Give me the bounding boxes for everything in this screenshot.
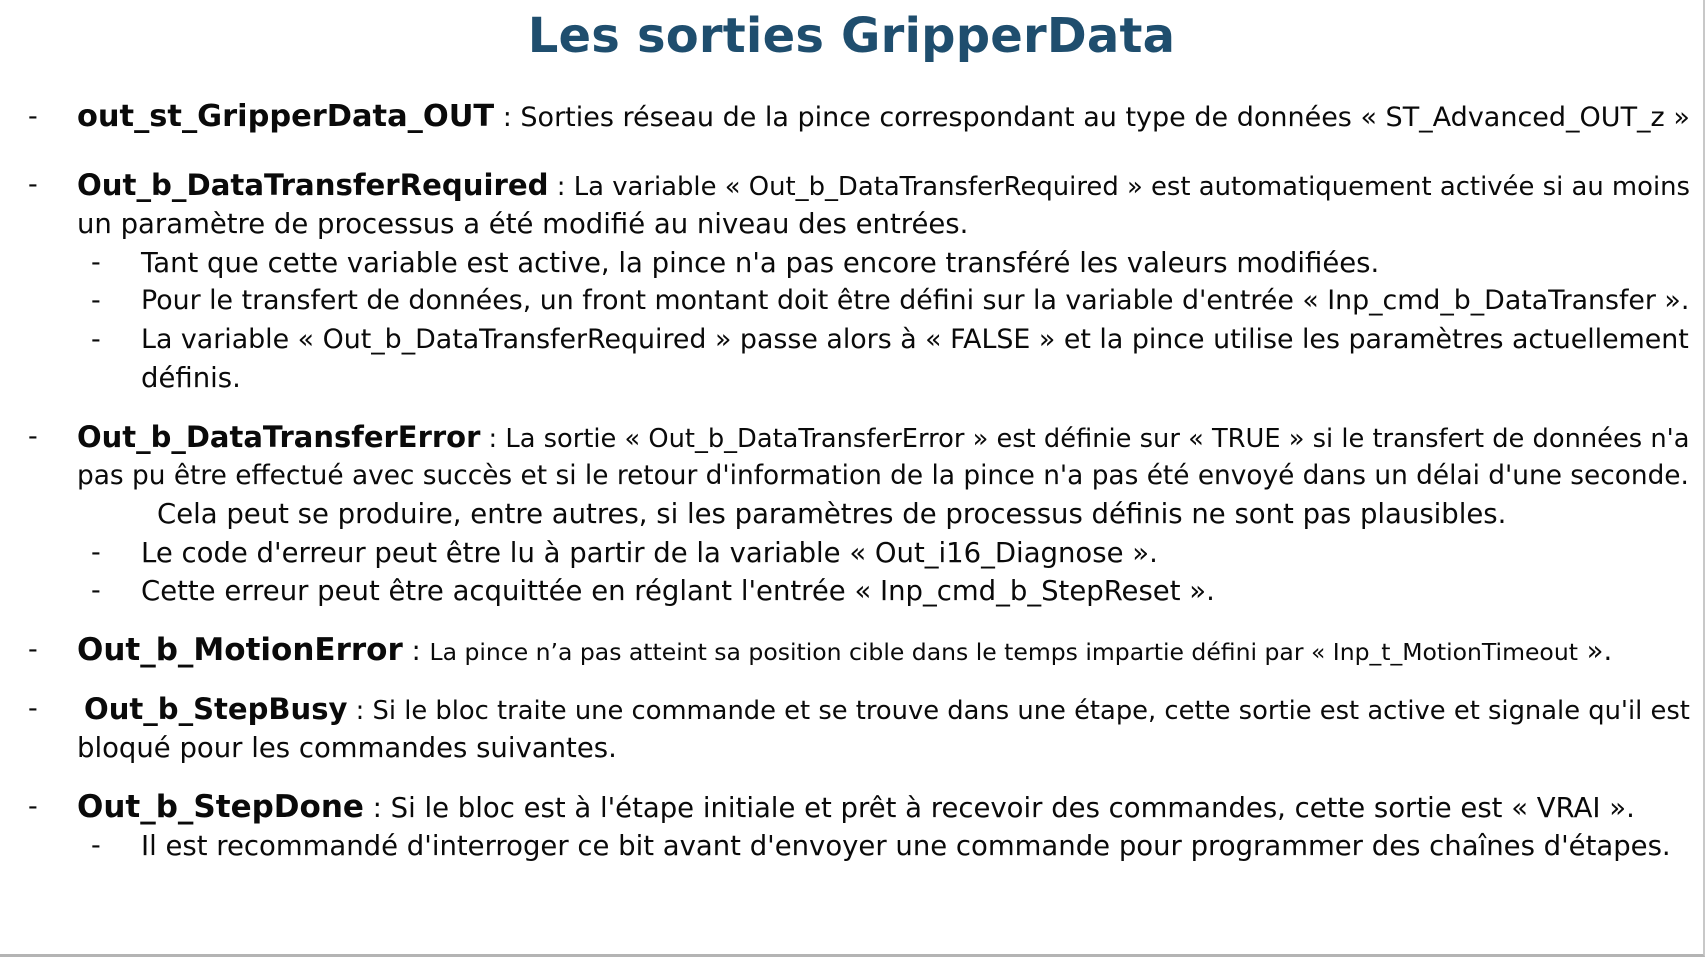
item-description: La pince n’a pas atteint sa position cible dans le temps impartie défini par « Inp_t_MotionTimeout xyxy=(429,638,1578,666)
list-item xyxy=(77,98,1690,137)
item-description: La sortie « Out_b_DataTransferError » est définie sur « TRUE » si le transfert de données n'a xyxy=(505,424,1690,454)
item-end: ». xyxy=(1577,635,1613,667)
sub-item-continuation: définis. xyxy=(141,362,241,394)
sub-bullet-dash: - xyxy=(91,324,101,355)
sub-bullet-dash: - xyxy=(91,285,101,316)
output-name: Out_b_DataTransferError xyxy=(77,420,481,454)
sub-bullet-dash: - xyxy=(91,830,101,861)
bullet-dash: - xyxy=(28,791,38,822)
bullet-dash: - xyxy=(28,101,38,132)
separator: : xyxy=(363,792,391,824)
sub-item: Cette erreur peut être acquittée en réglant l'entrée « Inp_cmd_b_StepReset ». xyxy=(141,575,1215,607)
list-item xyxy=(84,690,1690,730)
sub-bullet-dash: - xyxy=(91,247,101,278)
bullet-dash: - xyxy=(28,169,38,200)
separator: : xyxy=(402,635,430,667)
sub-item: Tant que cette variable est active, la pince n'a pas encore transféré les valeurs modifiées. xyxy=(141,247,1380,279)
list-item xyxy=(77,631,1612,671)
separator: : xyxy=(548,172,574,202)
separator: : xyxy=(494,102,521,133)
sub-item: La variable « Out_b_DataTransferRequired » passe alors à « FALSE » et la pince utilise les paramètres actuellement xyxy=(141,324,1689,355)
list-item xyxy=(77,166,1690,206)
bullet-dash: - xyxy=(28,634,38,665)
item-indented-line: Cela peut se produire, entre autres, si les paramètres de processus définis ne sont pas plausibles. xyxy=(157,498,1507,530)
bullet-dash: - xyxy=(28,693,38,724)
output-name: Out_b_StepDone xyxy=(77,789,364,825)
separator: : xyxy=(480,424,506,454)
output-name: Out_b_DataTransferRequired xyxy=(77,168,549,202)
sub-item: Le code d'erreur peut être lu à partir de la variable « Out_i16_Diagnose ». xyxy=(141,537,1158,569)
sub-bullet-dash: - xyxy=(91,575,101,606)
output-name: Out_b_MotionError xyxy=(77,632,403,668)
output-name: out_st_GripperData_OUT xyxy=(77,99,495,134)
item-description: Sorties réseau de la pince correspondant au type de données « ST_Advanced_OUT_z » xyxy=(520,102,1690,133)
item-continuation: bloqué pour les commandes suivantes. xyxy=(77,732,617,764)
item-continuation: un paramètre de processus a été modifié au niveau des entrées. xyxy=(77,208,969,240)
sub-item: Il est recommandé d'interroger ce bit avant d'envoyer une commande pour programmer des chaînes d'étapes. xyxy=(141,830,1671,862)
output-name: Out_b_StepBusy xyxy=(84,692,348,726)
item-continuation: pas pu être effectué avec succès et si le retour d'information de la pince n'a pas été envoyé dans un délai d'une seconde. xyxy=(77,461,1689,491)
sub-item: Pour le transfert de données, un front montant doit être défini sur la variable d'entrée « Inp_cmd_b_DataTransfer ». xyxy=(141,285,1690,316)
item-description: Si le bloc est à l'étape initiale et prêt à recevoir des commandes, cette sortie est « VRAI ». xyxy=(390,792,1635,824)
bullet-dash: - xyxy=(28,421,38,452)
sub-bullet-dash: - xyxy=(91,537,101,568)
page-title: Les sorties GripperData xyxy=(527,8,1176,64)
item-description: La variable « Out_b_DataTransferRequired » est automatiquement activée si au moins xyxy=(573,172,1690,202)
separator: : xyxy=(347,696,373,726)
list-item xyxy=(77,418,1689,458)
item-description: Si le bloc traite une commande et se trouve dans une étape, cette sortie est active et signale qu'il est xyxy=(372,696,1690,726)
list-item xyxy=(77,788,1635,827)
